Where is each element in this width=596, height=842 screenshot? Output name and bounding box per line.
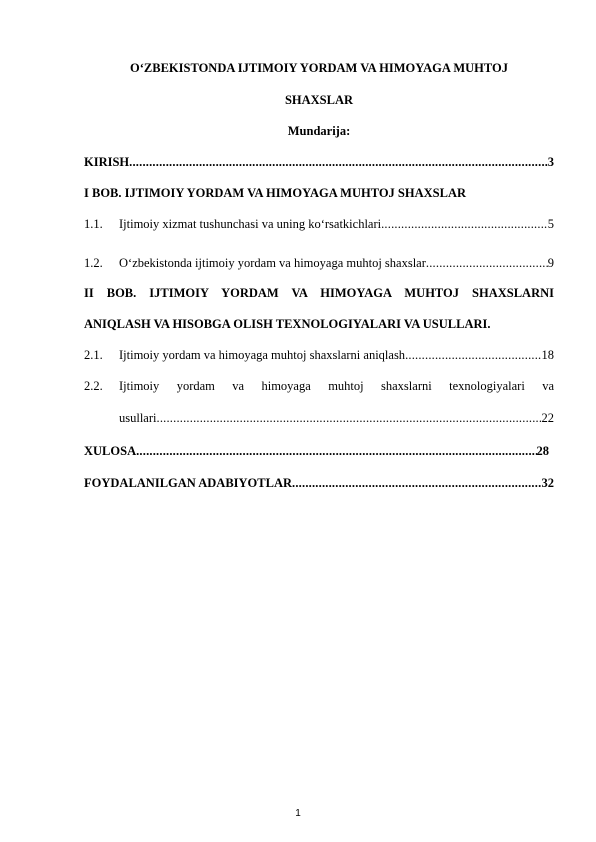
toc-entry-page: 5 bbox=[547, 217, 554, 231]
toc-entry-2-1[interactable] bbox=[84, 347, 554, 363]
toc-leader-dots bbox=[405, 347, 541, 363]
toc-entry-label: O‘zbekistonda ijtimoiy yordam va himoyaga muhtoj shaxslar bbox=[119, 256, 426, 270]
toc-entry-label: KIRISH bbox=[84, 155, 130, 169]
toc-entry-label: usullari bbox=[119, 411, 157, 425]
toc-entry-label: Ijtimoiy yordam va himoyaga muhtoj shaxslarni texnologiyalari va bbox=[119, 379, 554, 393]
toc-leader-dots bbox=[292, 475, 541, 491]
toc-entry-label: XULOSA bbox=[84, 444, 137, 458]
toc-chapter-2-line-1[interactable]: II BOB. IJTIMOIY YORDAM VA HIMOYAGA MUHTOJ SHAXSLARNI bbox=[84, 286, 554, 300]
document-title-line-1: O‘ZBEKISTONDA IJTIMOIY YORDAM VA HIMOYAGA MUHTOJ bbox=[130, 61, 508, 75]
toc-entry-number: 2.1. bbox=[84, 348, 103, 362]
contents-heading: Mundarija: bbox=[287, 124, 351, 138]
document-title-line-2: SHAXSLAR bbox=[284, 93, 354, 107]
toc-entry-2-2-line-2[interactable] bbox=[84, 410, 554, 426]
toc-entry-page: 32 bbox=[541, 476, 554, 490]
toc-entry-1-2[interactable] bbox=[84, 255, 554, 271]
toc-entry-2-2-line-1[interactable] bbox=[84, 378, 554, 394]
toc-chapter-2-line-2[interactable]: ANIQLASH VA HISOBGA OLISH TEXNOLOGIYALARI VA USULLARI. bbox=[84, 317, 491, 331]
page-number: 1 bbox=[295, 808, 301, 819]
toc-entry-page: 28 bbox=[536, 444, 549, 458]
toc-entry-page: 22 bbox=[541, 411, 554, 425]
toc-leader-dots bbox=[426, 255, 548, 271]
toc-leader-dots bbox=[136, 443, 536, 459]
toc-entry-label: Ijtimoiy xizmat tushunchasi va uning ko‘rsatkichlari bbox=[119, 217, 382, 231]
toc-leader-dots bbox=[381, 216, 548, 232]
toc-entry-number: 1.2. bbox=[84, 256, 103, 270]
toc-entry-page: 9 bbox=[547, 256, 554, 270]
toc-entry-1-1[interactable] bbox=[84, 216, 554, 232]
toc-leader-dots bbox=[129, 154, 548, 170]
toc-chapter-1[interactable]: I BOB. IJTIMOIY YORDAM VA HIMOYAGA MUHTOJ SHAXSLAR bbox=[84, 186, 467, 200]
toc-entry-number: 2.2. bbox=[84, 379, 103, 393]
toc-entry-adabiyotlar[interactable] bbox=[84, 475, 554, 491]
toc-entry-page: 3 bbox=[547, 155, 554, 169]
toc-entry-page: 18 bbox=[541, 348, 554, 362]
toc-entry-xulosa[interactable] bbox=[84, 443, 549, 459]
toc-entry-label: FOYDALANILGAN ADABIYOTLAR bbox=[84, 476, 293, 490]
toc-entry-label: Ijtimoiy yordam va himoyaga muhtoj shaxslarni aniqlash bbox=[119, 348, 406, 362]
toc-entry-kirish[interactable] bbox=[84, 154, 554, 170]
toc-entry-number: 1.1. bbox=[84, 217, 103, 231]
toc-leader-dots bbox=[157, 410, 542, 426]
